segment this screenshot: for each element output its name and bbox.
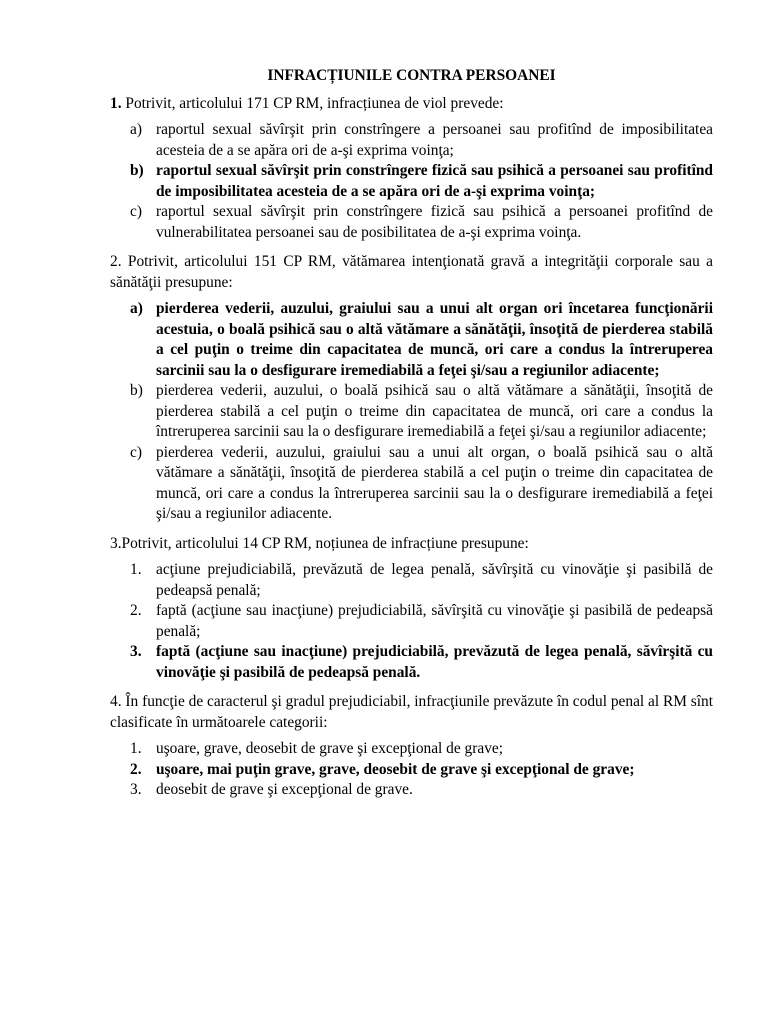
question-3	[110, 534, 713, 555]
option-1b	[110, 161, 713, 202]
option-text: deosebit de grave şi excepţional de grave.	[156, 781, 413, 798]
option-marker: c)	[130, 203, 142, 220]
option-marker: 2.	[130, 602, 142, 619]
option-2a	[110, 299, 713, 381]
option-1a	[110, 120, 713, 161]
option-marker: 3.	[130, 643, 142, 660]
option-1c	[110, 202, 713, 243]
option-marker: a)	[130, 121, 142, 138]
option-marker: 1.	[130, 561, 142, 578]
option-text: raportul sexual săvîrşit prin constrîngere fizică sau psihică a persoanei sau profitînd de imposibilitatea acesteia de a se apăra ori de a-şi exprima voinţa;	[156, 162, 713, 200]
option-marker: 1.	[130, 740, 142, 757]
option-text: acţiune prejudiciabilă, prevăzută de legea penală, săvîrşită cu vinovăţie şi pasibilă de pedeapsă penală;	[156, 561, 713, 599]
question-text: În funcţie de caracterul şi gradul prejudiciabil, infracţiunile prevăzute în codul penal al RM sînt clasificate în următoarele categorii:	[110, 693, 714, 731]
question-text: Potrivit, articolului 171 CP RM, infracțiunea de viol prevede:	[121, 94, 504, 112]
option-2b	[110, 381, 713, 443]
options-list-2	[110, 299, 713, 525]
option-marker: c)	[130, 443, 142, 461]
option-text: faptă (acţiune sau inacţiune) prejudiciabilă, prevăzută de legea penală, săvîrşită cu vinovăţie şi pasibilă de pedeapsă penală.	[156, 643, 713, 681]
option-text: uşoare, grave, deosebit de grave şi excepţional de grave;	[156, 740, 503, 757]
question-number: 2.	[110, 253, 122, 270]
option-3-3	[110, 642, 713, 683]
option-marker: 3.	[130, 781, 142, 798]
question-number: 1.	[110, 94, 122, 112]
option-4-2	[110, 760, 713, 781]
question-2	[110, 252, 713, 293]
option-2c	[110, 443, 713, 525]
option-marker: a)	[130, 300, 143, 317]
option-text: faptă (acţiune sau inacţiune) prejudiciabilă, săvîrşită cu vinovăţie şi pasibilă de pedeapsă penală;	[156, 602, 713, 640]
option-4-1	[110, 739, 713, 760]
option-text: raportul sexual săvîrşit prin constrîngere fizică sau psihică a persoanei profitînd de vulnerabilitatea persoanei sau de posibilitatea de a-şi exprima voinţa.	[156, 203, 713, 241]
option-3-1	[110, 560, 713, 601]
question-text: Potrivit, articolului 14 CP RM, noțiunea de infracțiune presupune:	[121, 534, 529, 552]
page-title: INFRACȚIUNILE CONTRA PERSOANEI	[267, 67, 556, 84]
option-3-2	[110, 601, 713, 642]
option-marker: b)	[130, 382, 143, 399]
option-text: raportul sexual săvîrşit prin constrîngere a persoanei sau profitînd de imposibilitatea acesteia de a se apăra ori de a-şi exprima voinţa;	[156, 121, 713, 159]
options-list-4	[110, 739, 713, 801]
option-4-3	[110, 780, 713, 801]
option-text: pierderea vederii, auzului, graiului sau a unui alt organ ori încetarea funcţionării acestuia, o boală psihică sau o altă vătămare a sănătăţii, însoţită de pierderea stabilă a cel puţin o treime din capacitatea de muncă, ori care a condus la întreruperea sarcinii sau la o desfigurare iremediabilă a feţei şi/sau a regiunilor adiacente;	[156, 300, 713, 379]
option-marker: 2.	[130, 760, 142, 778]
question-4	[110, 692, 713, 733]
options-list-3	[110, 560, 713, 683]
option-text: pierderea vederii, auzului, o boală psihică sau o altă vătămare a sănătăţii, însoţită de pierderea stabilă a cel puţin o treime din capacitatea de muncă, ori care a condus la întreruperea sarcinii sau la o desfigurare iremediabilă a feţei şi/sau a regiunilor adiacente;	[156, 382, 713, 440]
options-list-1	[110, 120, 713, 243]
question-number: 4.	[110, 693, 122, 710]
option-text: pierderea vederii, auzului, graiului sau a unui alt organ, o boală psihică sau o altă vătămare a sănătăţii, însoţită de pierderea stabilă a cel puţin o treime din capacitatea de muncă, ori care a condus la întreruperea sarcinii sau la o desfigurare iremediabilă a feţei şi/sau a regiunilor adiacente.	[156, 443, 713, 522]
question-text: Potrivit, articolului 151 CP RM, vătămarea intenţionată gravă a integrităţii corporale sau a sănătăţii presupune:	[110, 253, 713, 291]
option-marker: b)	[130, 162, 144, 179]
question-number: 3.	[110, 534, 122, 552]
question-1	[110, 94, 713, 115]
option-text: uşoare, mai puţin grave, grave, deosebit de grave şi excepţional de grave;	[156, 760, 635, 778]
